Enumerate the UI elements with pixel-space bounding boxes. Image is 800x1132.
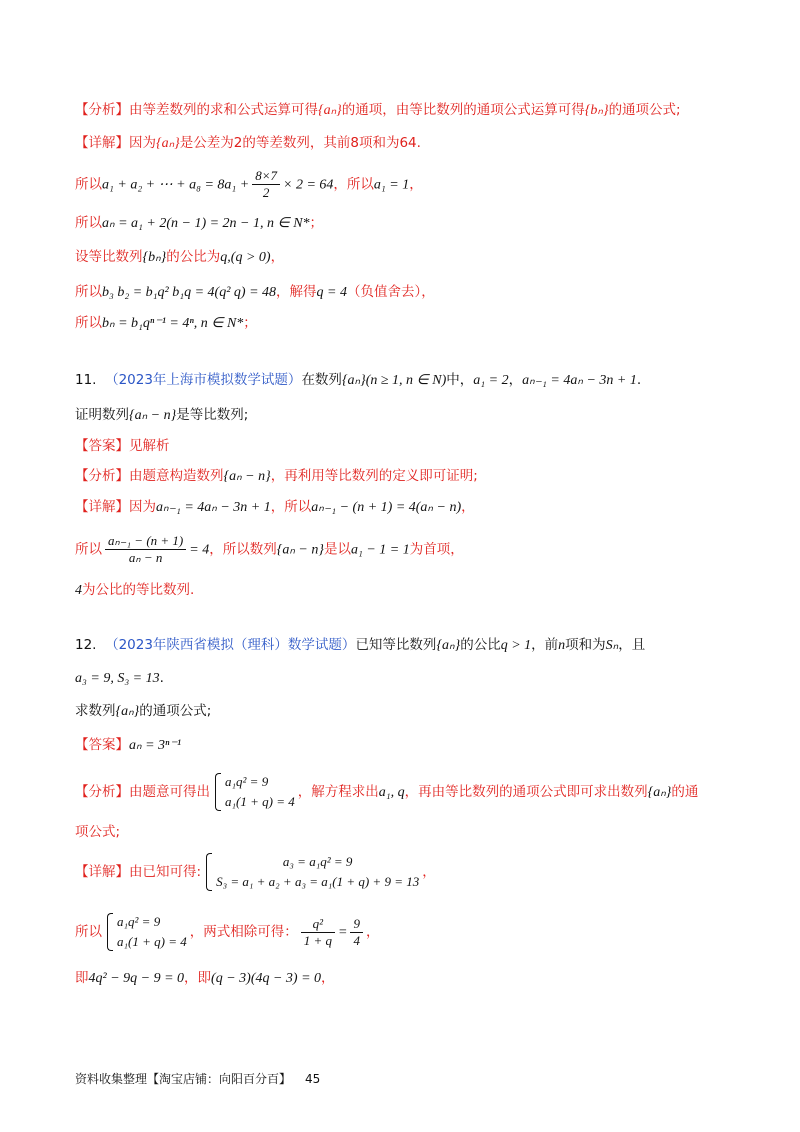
question-source: （2023年上海市模拟数学试题） bbox=[105, 372, 302, 388]
fraction: $\frac{9}{4}$ bbox=[350, 916, 363, 949]
question-12-line: 12. （2023年陕西省模拟（理科）数学试题）已知等比数列{aₙ}的公比q > 1，前n项和为Sₙ，且 bbox=[75, 637, 646, 653]
answer-line: 【答案】见解析 bbox=[75, 438, 170, 454]
analysis-line: 【分析】由等差数列的求和公式运算可得{aₙ}的通项，由等比数列的通项公式运算可得{bₙ}的通项公式; bbox=[75, 102, 681, 118]
solution-tag: 【详解】 bbox=[75, 864, 129, 880]
ratio-fraction-line: 所以 $\frac{\text{aₙ₋₁ − (n + 1)}}{\text{aₙ − n}}$ = 4，所以数列{aₙ − n}是以a₁ − 1 = 1为首项， bbox=[75, 533, 464, 565]
fraction: $\frac{8\times 7}{2}$ bbox=[252, 168, 280, 201]
question-12-prompt: 求数列{aₙ}的通项公式; bbox=[75, 703, 212, 719]
solve-q-line: 所以b₃ b₂ = b₁q² b₁q = 4(q² q) = 48，解得q = 4（负值舍去）， bbox=[75, 284, 435, 300]
analysis-line: 【分析】由题意可得出 a₁q² = 9 a₁(1 + q) = 4 ，解方程求出a₁, q，再由等比数列的通项公式即可求出数列{aₙ}的通 bbox=[75, 772, 740, 812]
general-term-line: 所以aₙ = a₁ + 2(n − 1) = 2n − 1, n ∈ N*； bbox=[75, 215, 324, 231]
equation-system: a₁q² = 9 a₁(1 + q) = 4 bbox=[213, 772, 295, 812]
fraction: $\frac{\text{q²}}{1 + q}$ bbox=[301, 916, 335, 949]
question-11-line: 11. （2023年上海市模拟数学试题）在数列{aₙ}(n ≥ 1, n ∈ N)中，a₁ = 2，aₙ₋₁ = 4aₙ − 3n + 1. bbox=[75, 372, 642, 388]
sum-equation-line: 所以a₁ + a₂ + ⋯ + a₈ = 8a₁ + $\frac{8\times 7}{2}$ × 2 = 64，所以a₁ = 1， bbox=[75, 168, 423, 200]
equation-system: a₃ = a₁q² = 9 S₃ = a₁ + a₂ + a₃ = a₁(1 + q) + 9 = 13 bbox=[204, 852, 419, 892]
analysis-tag: 【分析】 bbox=[75, 102, 129, 118]
solution-line: 【详解】由已知可得: a₃ = a₁q² = 9 S₃ = a₁ + a₂ + a₃ = a₁(1 + q) + 9 = 13 ， bbox=[75, 852, 740, 892]
question-source: （2023年陕西省模拟（理科）数学试题） bbox=[105, 637, 356, 653]
answer-line: 【答案】aₙ = 3ⁿ⁻¹ bbox=[75, 737, 182, 753]
question-12-condition: a₃ = 9, S₃ = 13. bbox=[75, 670, 164, 686]
solution-line: 【详解】因为aₙ₋₁ = 4aₙ − 3n + 1，所以aₙ₋₁ − (n + 1) = 4(aₙ − n)， bbox=[75, 499, 475, 515]
quadratic-line: 即4q² − 9q − 9 = 0，即(q − 3)(4q − 3) = 0， bbox=[75, 970, 335, 986]
solution-tag: 【详解】 bbox=[75, 499, 129, 515]
analysis-continued: 项公式; bbox=[75, 824, 121, 840]
solution-tag: 【详解】 bbox=[75, 135, 129, 151]
analysis-tag: 【分析】 bbox=[75, 468, 129, 484]
fraction: $\frac{\text{aₙ₋₁ − (n + 1)}}{\text{aₙ − n}}$ bbox=[105, 533, 186, 566]
conclusion-line: 4为公比的等比数列. bbox=[75, 582, 195, 598]
page-footer bbox=[75, 1070, 320, 1087]
question-11-prompt: 证明数列{aₙ − n}是等比数列; bbox=[75, 407, 249, 423]
ratio-line: 设等比数列{bₙ}的公比为q,(q > 0)， bbox=[75, 249, 285, 265]
divide-equations-line: 所以 a₁q² = 9 a₁(1 + q) = 4 ，两式相除可得： $\frac{\text{q²}}{1 + q}$ = $\frac{9}{4}$ ， bbox=[75, 912, 740, 952]
answer-tag: 【答案】 bbox=[75, 438, 129, 454]
equation-system: a₁q² = 9 a₁(1 + q) = 4 bbox=[105, 912, 187, 952]
question-number: 12. bbox=[75, 637, 97, 653]
analysis-tag: 【分析】 bbox=[75, 784, 129, 800]
bn-formula-line: 所以bₙ = b₁qⁿ⁻¹ = 4ⁿ, n ∈ N*； bbox=[75, 315, 257, 331]
footer-text: 资料收集整理【淘宝店铺：向阳百分百】 bbox=[75, 1072, 292, 1086]
answer-tag: 【答案】 bbox=[75, 737, 129, 753]
analysis-line: 【分析】由题意构造数列{aₙ − n}，再利用等比数列的定义即可证明; bbox=[75, 468, 478, 484]
page-number: 45 bbox=[305, 1072, 321, 1086]
question-number: 11. bbox=[75, 372, 97, 388]
solution-line: 【详解】因为{aₙ}是公差为2的等差数列，其前8项和为64. bbox=[75, 135, 421, 151]
